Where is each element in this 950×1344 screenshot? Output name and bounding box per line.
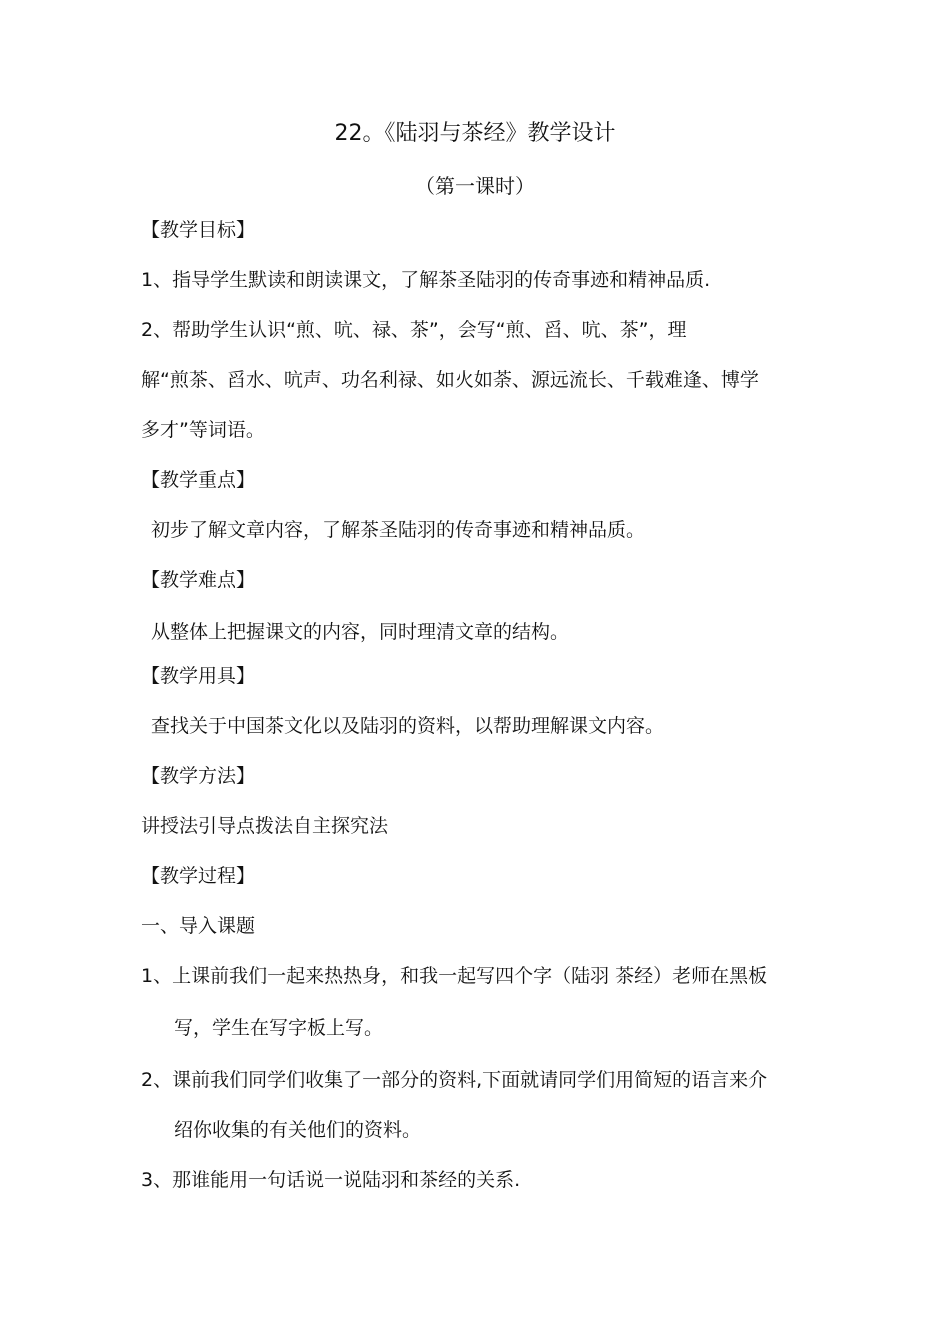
process-step-1-cont: 写，学生在写字板上写。 <box>174 1017 384 1039</box>
key-points-text: 初步了解文章内容，了解茶圣陆羽的传奇事迹和精神品质。 <box>151 519 646 541</box>
process-heading: 【教学过程】 <box>141 865 256 887</box>
objective-item-2-cont: 解“煎茶、舀水、吭声、功名利禄、如火如荼、源远流长、千载难逢、博学 <box>141 369 759 391</box>
process-step-1: 1、上课前我们一起来热热身，和我一起写四个字（陆羽 茶经）老师在黑板 <box>141 965 768 987</box>
section-heading-1: 一、导入课题 <box>141 915 256 937</box>
methods-text: 讲授法引导点拨法自主探究法 <box>141 815 389 837</box>
objectives-heading: 【教学目标】 <box>141 219 256 241</box>
process-step-2: 2、课前我们同学们收集了一部分的资料,下面就请同学们用简短的语言来介 <box>141 1069 768 1091</box>
difficulties-heading: 【教学难点】 <box>141 569 256 591</box>
objective-item-2: 2、帮助学生认识“煎、吭、禄、茶”，会写“煎、舀、吭、茶”，理 <box>141 319 687 341</box>
tools-heading: 【教学用具】 <box>141 665 256 687</box>
objective-item-2-cont-2: 多才”等词语。 <box>141 419 265 441</box>
difficulties-text: 从整体上把握课文的内容，同时理清文章的结构。 <box>151 621 570 643</box>
methods-heading: 【教学方法】 <box>141 765 256 787</box>
document-title: 22。《陆羽与茶经》教学设计 <box>334 121 616 146</box>
key-points-heading: 【教学重点】 <box>141 469 256 491</box>
tools-text: 查找关于中国茶文化以及陆羽的资料，以帮助理解课文内容。 <box>151 715 665 737</box>
objective-item-1: 1、指导学生默读和朗读课文，了解茶圣陆羽的传奇事迹和精神品质. <box>141 269 711 291</box>
process-step-2-cont: 绍你收集的有关他们的资料。 <box>174 1119 422 1141</box>
process-step-3: 3、那谁能用一句话说一说陆羽和茶经的关系. <box>141 1169 521 1191</box>
lesson-period-subtitle: （第一课时） <box>415 174 535 198</box>
